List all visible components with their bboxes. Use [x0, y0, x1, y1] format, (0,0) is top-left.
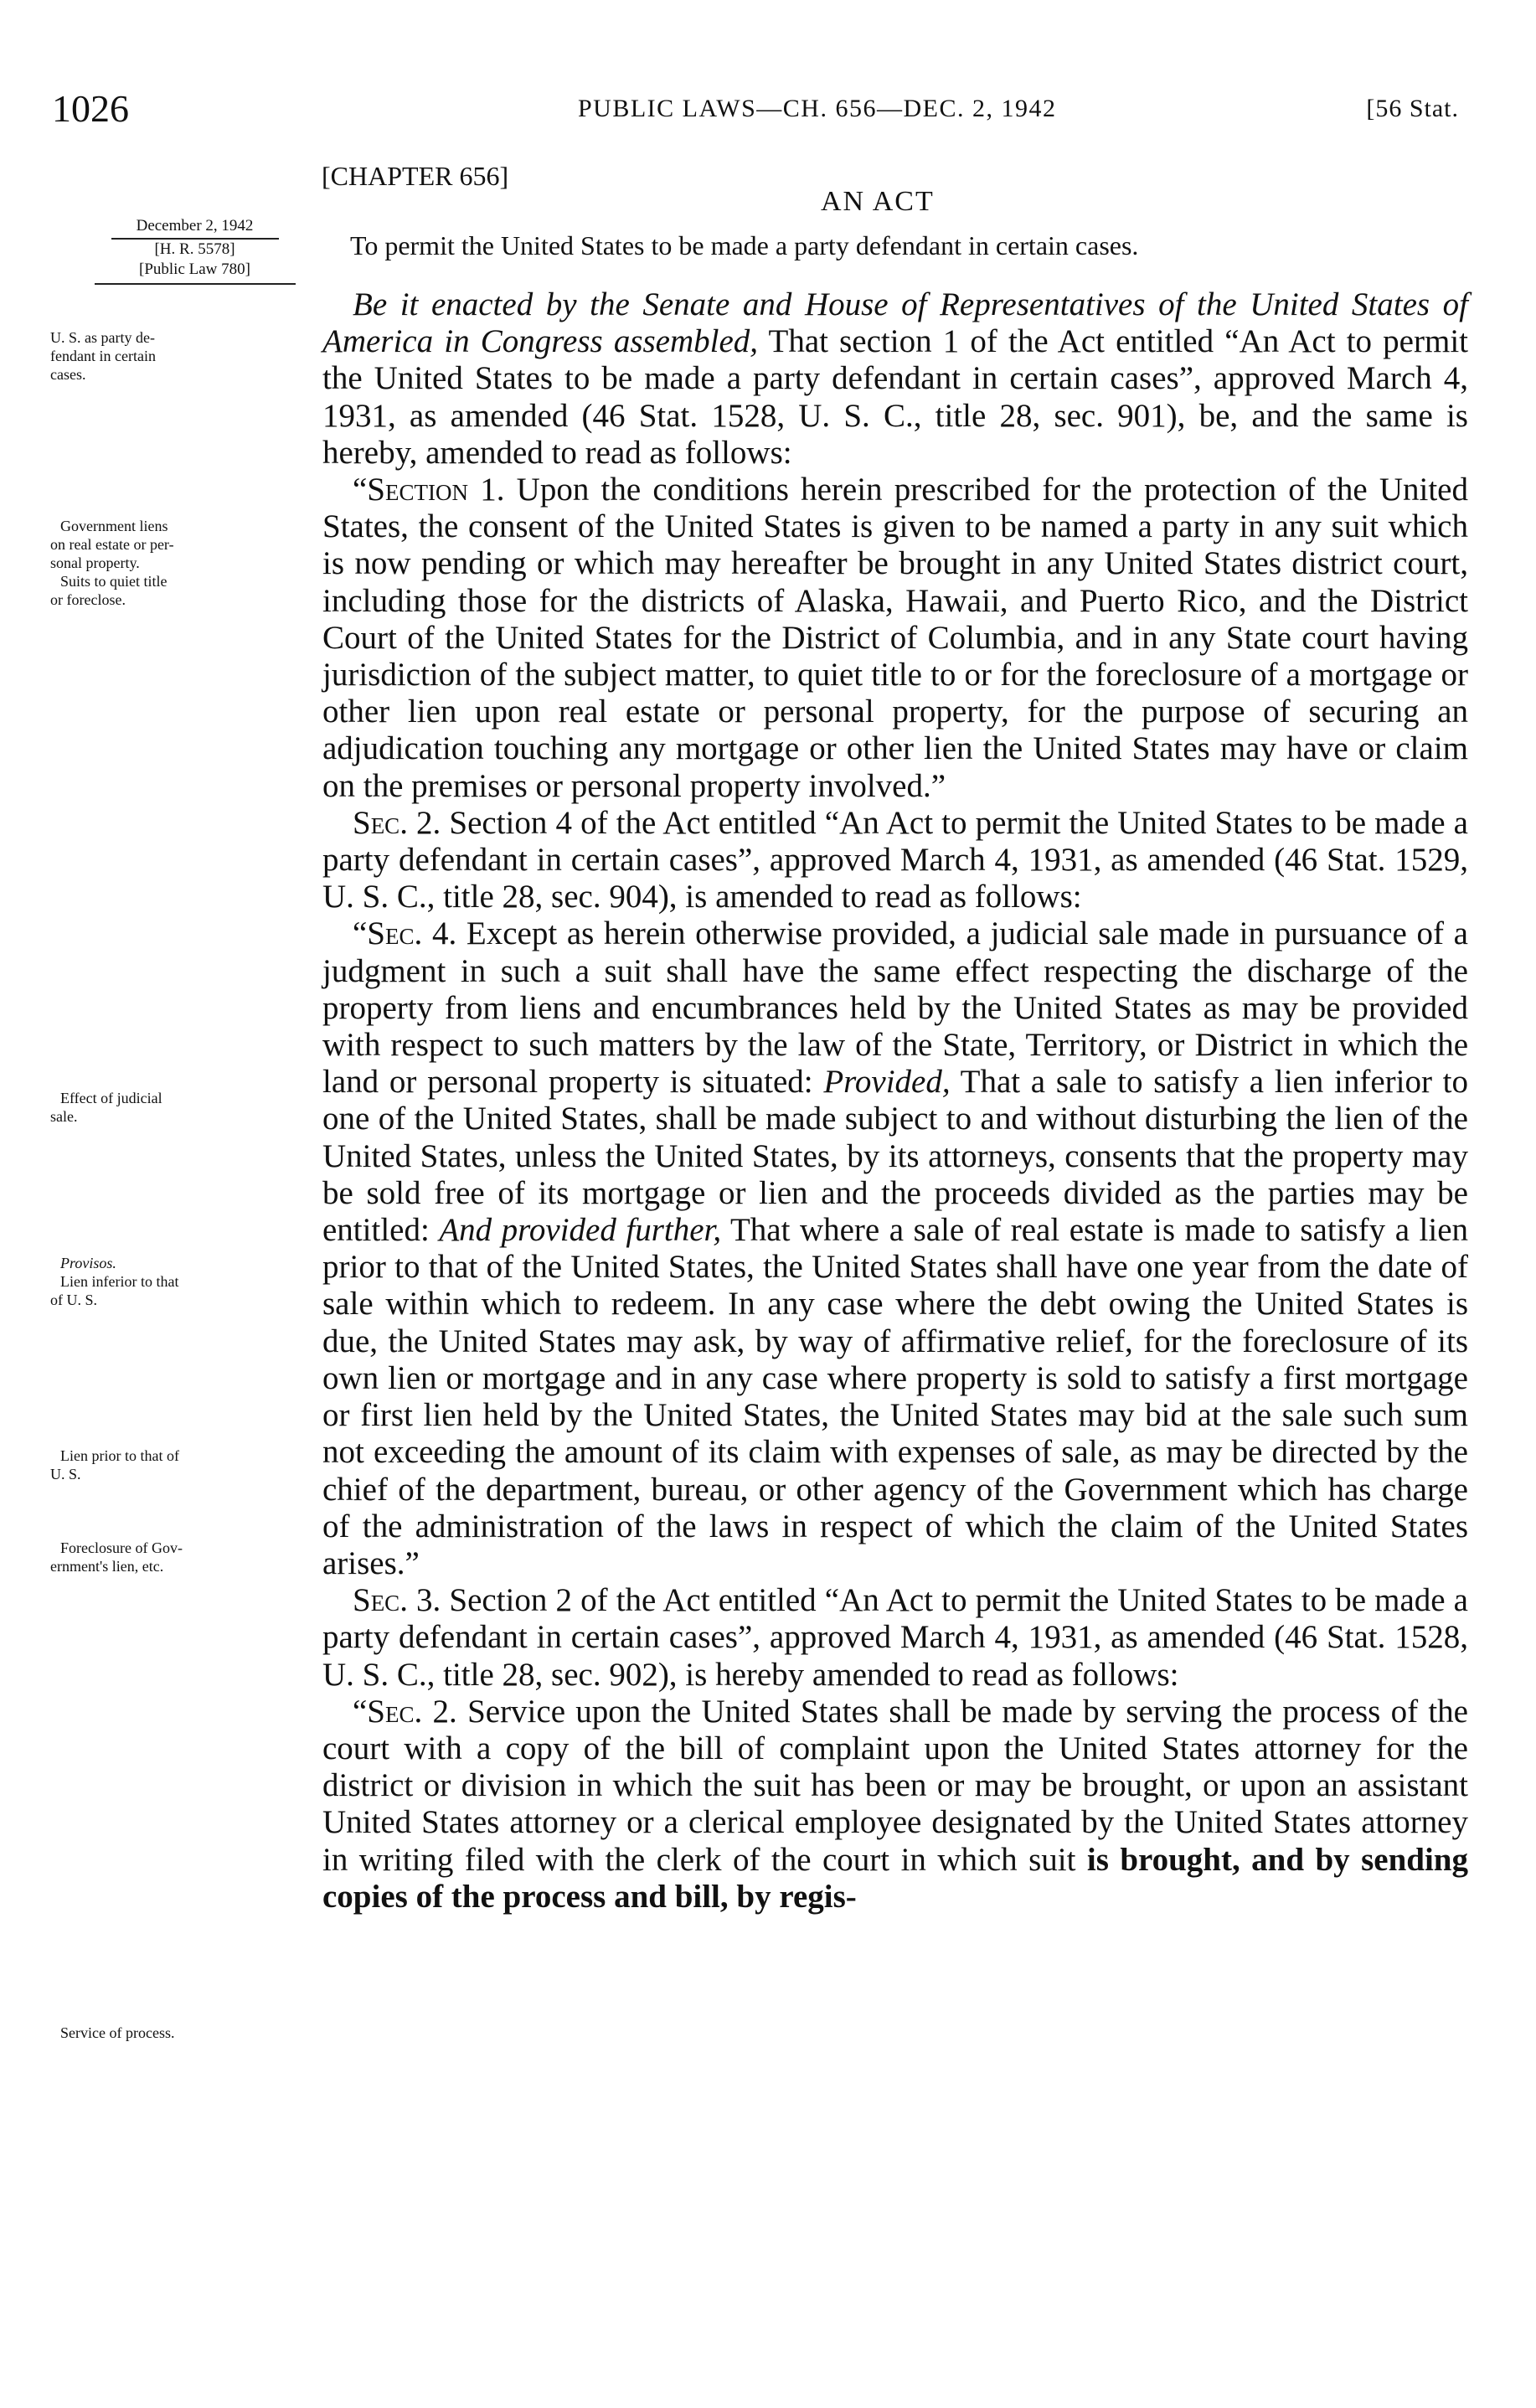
margin-note-provisos	[50, 1254, 302, 1309]
act-title: To permit the United States to be made a party defendant in certain cases.	[350, 230, 1139, 260]
margin-note-line: Provisos.	[60, 1255, 116, 1271]
margin-note-line: U. S. as party de-	[50, 329, 155, 346]
sec-4-paragraph	[322, 915, 1468, 1582]
margin-note-line: ernment's lien, etc.	[50, 1558, 164, 1575]
chapter-number: [CHAPTER 656]	[322, 161, 509, 191]
page-number: 1026	[52, 87, 129, 130]
margin-note-party-defendant	[50, 328, 302, 384]
sec-2-paragraph	[322, 805, 1468, 916]
section-text: 2. Section 4 of the Act entitled “An Act to permit the United States to be made a party defendant in certain cases”, approved March 4, 1931, as amended (46 Stat. 1529, U. S. C., title 28, sec. 904), is amended to read as follows:	[322, 804, 1468, 915]
margin-note-line: sonal property.	[50, 554, 140, 571]
margin-note-line: Lien prior to that of	[60, 1447, 179, 1464]
margin-note-foreclosure	[50, 1539, 302, 1575]
margin-note-line: fendant in certain	[50, 348, 156, 364]
section-text: Upon the conditions herein prescribed for the protection of the United States, the consent of the United States is given to be named a party in any suit which is now pending or which may hereafter be brought in any United States district court, including those for the districts of Alaska, Hawaii, and Puerto Rico, and the District Court of the United States for the District of Columbia, and in any State court having jurisdiction of the subject matter, to quiet title to or for the foreclosure of a mortgage or other lien upon real estate or personal property, for the purpose of securing an adjudication touching any mortgage or other lien the United States may have or claim on the premises or personal property involved.”	[322, 472, 1468, 804]
section-number: 1.	[467, 472, 505, 508]
margin-note-line: of U. S.	[50, 1292, 98, 1308]
section-text-continued: is brought, and by sending copies of the process and bill, by regis-	[322, 1841, 1469, 1915]
margin-note-line: Service of process.	[60, 2024, 175, 2041]
volume-reference: [56 Stat.	[1366, 95, 1459, 122]
section-label: “Sec.	[353, 1693, 423, 1730]
enacting-clause-text: That section 1 of the Act entitled “An Act to permit the United States to be made a party defendant in certain cases”, approved March 4, 1931, as amended (46 Stat. 1528, U. S. C., title 28, sec. 901), be, and the same is hereby, amended to read as follows:	[322, 323, 1468, 471]
margin-note-public-law: [Public Law 780]	[139, 260, 250, 278]
section-text: 4. Except as herein otherwise provided, a judicial sale made in pursuance of a judgment in such a suit shall have the same effect respecting the discharge of the property from liens and encumbrances held by the United States as may be provided with respect to such matters by the law of the State, Territory, or District in which the land or personal property is situated:	[322, 915, 1468, 1101]
margin-note-line: or foreclose.	[50, 591, 126, 608]
section-label: “Section	[353, 472, 468, 508]
section-text: That a sale to satisfy a lien inferior to one of the United States, shall be made subject to and without disturbing the lien of the United States, unless the United States, by its attorneys, consents that the property may be sold free of its mortgage or lien and the proceeds divided as the parties may be entitled:	[322, 1064, 1469, 1249]
margin-note-line: Lien inferior to that	[60, 1273, 179, 1290]
margin-note-line: on real estate or per-	[50, 536, 174, 553]
margin-note-line: Suits to quiet title	[60, 573, 168, 590]
body-text	[322, 286, 1468, 1916]
sec-3-paragraph	[322, 1582, 1468, 1694]
section-label: Sec.	[353, 804, 408, 841]
act-heading: AN ACT	[821, 186, 935, 217]
sec-2-amended-paragraph	[322, 1694, 1468, 1916]
margin-note-date: December 2, 1942	[136, 217, 254, 235]
enacting-clause	[322, 286, 1468, 472]
rule	[95, 283, 296, 285]
margin-note-lien-prior	[50, 1446, 302, 1483]
margin-note-line: cases.	[50, 366, 86, 383]
margin-note-line: Foreclosure of Gov-	[60, 1539, 183, 1556]
section-label: “Sec.	[353, 915, 423, 952]
running-head: PUBLIC LAWS—CH. 656—DEC. 2, 1942	[578, 95, 1057, 122]
margin-note-line: U. S.	[50, 1466, 81, 1482]
proviso-word: Provided,	[823, 1064, 951, 1101]
enacting-clause-italic: Be it enacted by the Senate and House of Representatives of the United States of America in Congress assembled,	[322, 286, 1468, 360]
section-text: That where a sale of real estate is made to satisfy a lien prior to that of the United States, the United States shall have one year from the date of sale within which to redeem. In any case where the debt owing the United States is due, the United States may ask, by way of affirmative relief, for the foreclosure of its own lien or mortgage and in any case where property is sold to satisfy a first mortgage or first lien held by the United States, the United States may bid at the sale such sum not exceeding the amount of its claim with expenses of sale, as may be directed by the chief of the department, bureau, or other agency of the Government which has charge of the administration of the laws in respect of which the claim of the United States arises.”	[322, 1212, 1469, 1581]
margin-note-line: Government liens	[60, 518, 168, 534]
margin-note-line: sale.	[50, 1108, 78, 1125]
section-text: 2. Service upon the United States shall be made by serving the process of the court with a copy of the bill of complaint upon the United States attorney for the district or division in which the suit has been or may be brought, or upon an assistant United States attorney or a clerical employee designated by the United States attorney in writing filed with the clerk of the court in which suit	[322, 1693, 1468, 1878]
margin-note-government-liens	[50, 517, 302, 609]
proviso-word: And provided further,	[439, 1212, 722, 1249]
margin-note-service-of-process	[50, 2024, 302, 2042]
section-text: 3. Section 2 of the Act entitled “An Act to permit the United States to be made a party defendant in certain cases”, approved March 4, 1931, as amended (46 Stat. 1528, U. S. C., title 28, sec. 902), is hereby amended to read as follows:	[322, 1582, 1468, 1693]
margin-note-line: Effect of judicial	[60, 1090, 162, 1106]
margin-note-enactment-info	[92, 216, 297, 285]
margin-note-effect-judicial-sale	[50, 1089, 302, 1126]
section-label: Sec.	[353, 1582, 408, 1619]
section-1-paragraph	[322, 472, 1468, 805]
margin-note-bill-number: [H. R. 5578]	[154, 240, 235, 258]
